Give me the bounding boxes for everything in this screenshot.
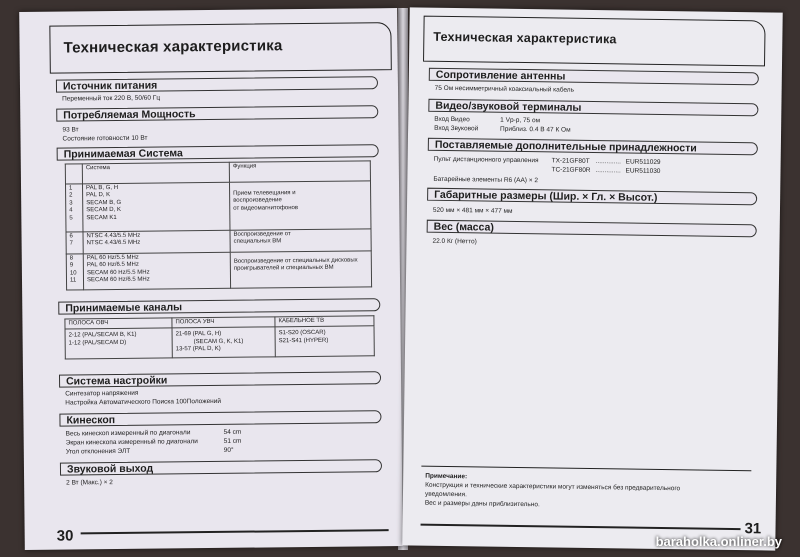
page-number: 31: [744, 520, 762, 538]
col-system-header: Система: [82, 162, 229, 184]
crt-value-2: 51 cm: [223, 437, 242, 445]
section-system: Принимаемая Система: [57, 144, 379, 160]
crt-label-3: Угол отклонения ЭЛТ: [65, 447, 131, 456]
note-line-2: уведомления.: [424, 490, 467, 499]
power-text: Переменный ток 220 В, 50/60 Гц: [62, 94, 161, 103]
section-crt: Кинескоп: [59, 410, 381, 426]
col-function-header: Функция: [229, 161, 370, 182]
audio-text: 2 Вт (Макс.) × 2: [66, 479, 113, 487]
left-page: [19, 8, 403, 550]
section-channels: Принимаемые каналы: [58, 298, 380, 314]
note-line-1: Конструкция и технические характеристики могут изменяться без предварительного: [425, 481, 681, 493]
section-av: Видео/звуковой терминалы: [428, 99, 758, 117]
row-function: Воспроизведение от специальных ВМ: [230, 229, 371, 252]
page-title: Техническая характеристика: [63, 37, 283, 57]
note-line-3: Вес и размеры даны приблизительно.: [424, 499, 540, 509]
remote-label: Пульт дистанционного управления: [433, 155, 539, 165]
uhf-values: 21-69 (PAL G, H) (SECAM G, K, K1) 13-57 (PAL D, K): [172, 327, 275, 358]
section-antenna: Сопротивление антенны: [429, 68, 759, 86]
tuning-line-2: Настройка Автоматического Поиска 100Положений: [65, 397, 222, 407]
row-systems: NTSC 4.43/5.5 MHz NTSC 4.43/6.5 MHz: [83, 230, 230, 254]
video-in-label: Вход Видео: [434, 115, 470, 124]
crt-label-2: Экран кинескопа измеренный по диагонали: [65, 438, 198, 447]
note-rule: [421, 466, 751, 472]
model-2: TC-21GF80R: [551, 166, 591, 174]
system-table: [65, 160, 372, 290]
page-title: Техническая характеристика: [433, 29, 617, 47]
model-1: TX-21GF80T: [551, 157, 590, 165]
model-dots-2: ..............: [595, 167, 621, 175]
section-dimensions: Габаритные размеры (Шир. × Гл. × Высот.): [427, 188, 757, 206]
model-code-2: EUR511030: [625, 167, 661, 175]
audio-in-value: Приблиз. 0.4 В 47 К Ом: [500, 125, 571, 134]
section-accessories: Поставляемые дополнительные принадлежности: [428, 138, 758, 156]
crt-value-3: 90°: [223, 446, 234, 454]
watermark: baraholka.onliner.by: [655, 534, 782, 549]
note-heading: Примечание:: [425, 472, 468, 481]
footer-rule: [81, 529, 389, 534]
antenna-text: 75 Ом несимметричный коаксиальный кабель: [434, 84, 575, 94]
section-weight: Вес (масса): [427, 220, 757, 238]
footer-rule: [421, 524, 741, 530]
cable-values: S1-S20 (OSCAR) S21-S41 (HYPER): [275, 326, 374, 357]
batteries-text: Батарейные элементы R6 (AA) × 2: [433, 175, 539, 185]
col-vhf-header: ПОЛОСА ОВЧ: [65, 318, 172, 330]
crt-label-1: Весь кинескоп измеренный по диагонали: [65, 429, 191, 438]
row-nums: 1 2 3 4 5: [65, 184, 83, 232]
model-dots-1: ..............: [595, 158, 621, 166]
row-nums: 8 9 10 11: [66, 254, 83, 290]
tuning-line-1: Синтезатор напряжения: [65, 389, 139, 398]
channels-table: [64, 315, 374, 360]
consumption-value: 93 Вт: [62, 126, 79, 134]
row-systems: PAL 60 Hz/5.5 MHz PAL 60 Hz/6.5 MHz SECAM 60 Hz/5.5 MHz SECAM 60 Hz/6.5 MHz: [83, 252, 230, 290]
section-tuning: Система настройки: [59, 371, 381, 387]
vhf-values: 2-12 (PAL/SECAM B, K1) 1-12 (PAL/SECAM D): [65, 328, 172, 359]
row-nums: 6 7: [66, 232, 83, 254]
section-power: Источник питания: [56, 76, 378, 92]
col-uhf-header: ПОЛОСА УВЧ: [172, 317, 275, 328]
audio-in-label: Вход Звуковой: [434, 124, 479, 133]
video-in-value: 1 Vp-p, 75 ом: [500, 116, 541, 125]
section-audio: Звуковой выход: [60, 459, 382, 475]
consumption-standby: Состояние готовности 10 Вт: [62, 134, 148, 143]
dimensions-text: 520 мм × 481 мм × 477 мм: [432, 206, 513, 215]
right-page: [402, 7, 782, 550]
weight-text: 22.0 Кг (Нетто): [432, 237, 477, 246]
page-number: 30: [56, 527, 74, 545]
model-code-1: EUR511029: [625, 158, 661, 166]
section-consumption: Потребляемая Мощность: [56, 105, 378, 121]
row-function: Прием телевещания и воспроизведение от видеомагнитофонов: [229, 181, 370, 230]
row-function: Воспроизведение от специальных дисковых проигрывателей и специальных ВМ: [230, 251, 371, 288]
col-cable-header: КАБЕЛЬНОЕ ТВ: [275, 316, 374, 327]
row-systems: PAL B, G, H PAL D, K SECAM B, G SECAM D, K SECAM K1: [82, 182, 229, 232]
crt-value-1: 54 cm: [223, 428, 242, 436]
